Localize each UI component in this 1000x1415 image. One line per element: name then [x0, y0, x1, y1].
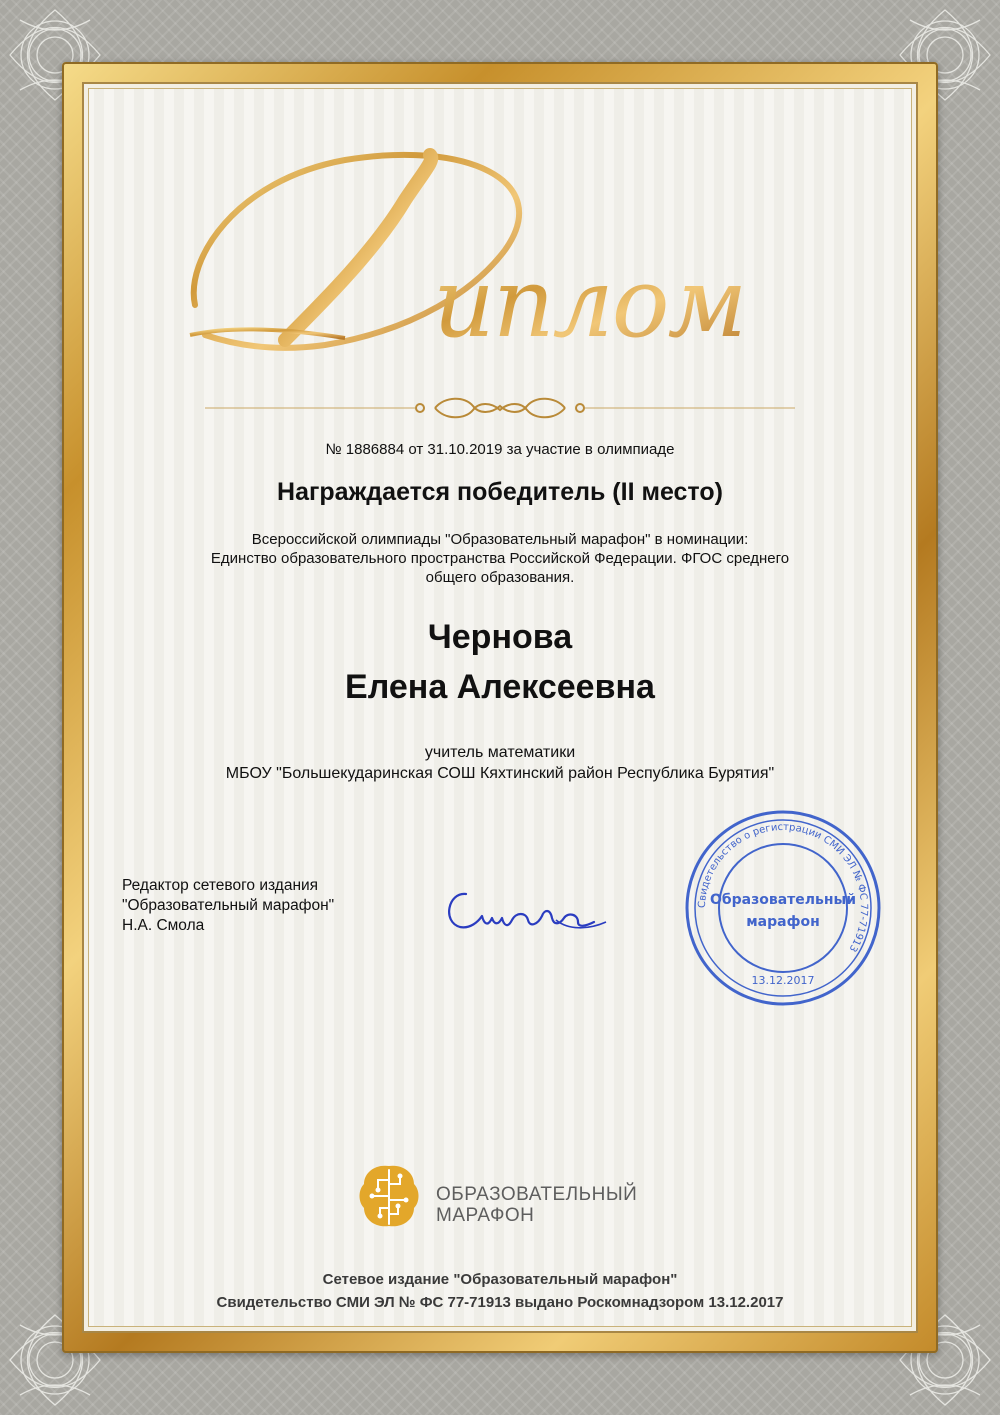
award-heading: Награждается победитель (II место) — [277, 478, 723, 506]
editor-signature — [438, 872, 613, 942]
ornamental-divider — [205, 388, 795, 428]
stamp-center-line2: марафон — [746, 914, 820, 930]
position-line: учитель математики — [424, 744, 576, 761]
nomination-line: Всероссийской олимпиады "Образовательный марафон" в номинации: — [251, 531, 749, 548]
title-script-text: иплом — [433, 247, 746, 359]
diploma-number-line: № 1886884 от 31.10.2019 за участие в олимпиаде — [325, 441, 675, 458]
logo-text — [436, 1184, 637, 1226]
diploma-title-script — [175, 140, 825, 370]
editor-line: Редактор сетевого издания — [122, 877, 319, 894]
recipient-name: Елена Алексеевна — [345, 668, 655, 706]
editor-line: "Образовательный марафон" — [122, 897, 335, 914]
nomination-line: Единство образовательного пространства Российской Федерации. ФГОС среднего — [210, 550, 790, 567]
logo-line: ОБРАЗОВАТЕЛЬНЫЙ — [436, 1184, 638, 1205]
stamp-center-line1: Образовательный — [709, 892, 857, 908]
nomination-line: общего образования. — [425, 569, 575, 586]
recipient-position — [100, 742, 900, 784]
editor-block — [122, 876, 334, 936]
recipient-surname: Чернова — [427, 618, 573, 656]
editor-line: Н.А. Смола — [122, 917, 205, 934]
footer-registration: Свидетельство СМИ ЭЛ № ФС 77-71913 выдано Роскомнадзором 13.12.2017 — [216, 1294, 784, 1311]
footer-publication: Сетевое издание "Образовательный марафон" — [322, 1271, 678, 1288]
organization-logo — [356, 1162, 656, 1232]
stamp-ring-text: Свидетельство о регистрации СМИ ЭЛ № ФС 77-71913 — [696, 821, 870, 954]
official-stamp — [683, 808, 883, 1008]
position-line: МБОУ "Большекударинская СОШ Кяхтинский район Республика Бурятия" — [225, 765, 775, 782]
stamp-date: 13.12.2017 — [751, 974, 815, 987]
logo-line: МАРАФОН — [436, 1205, 535, 1226]
brain-icon — [356, 1162, 422, 1232]
nomination-text — [100, 530, 900, 587]
